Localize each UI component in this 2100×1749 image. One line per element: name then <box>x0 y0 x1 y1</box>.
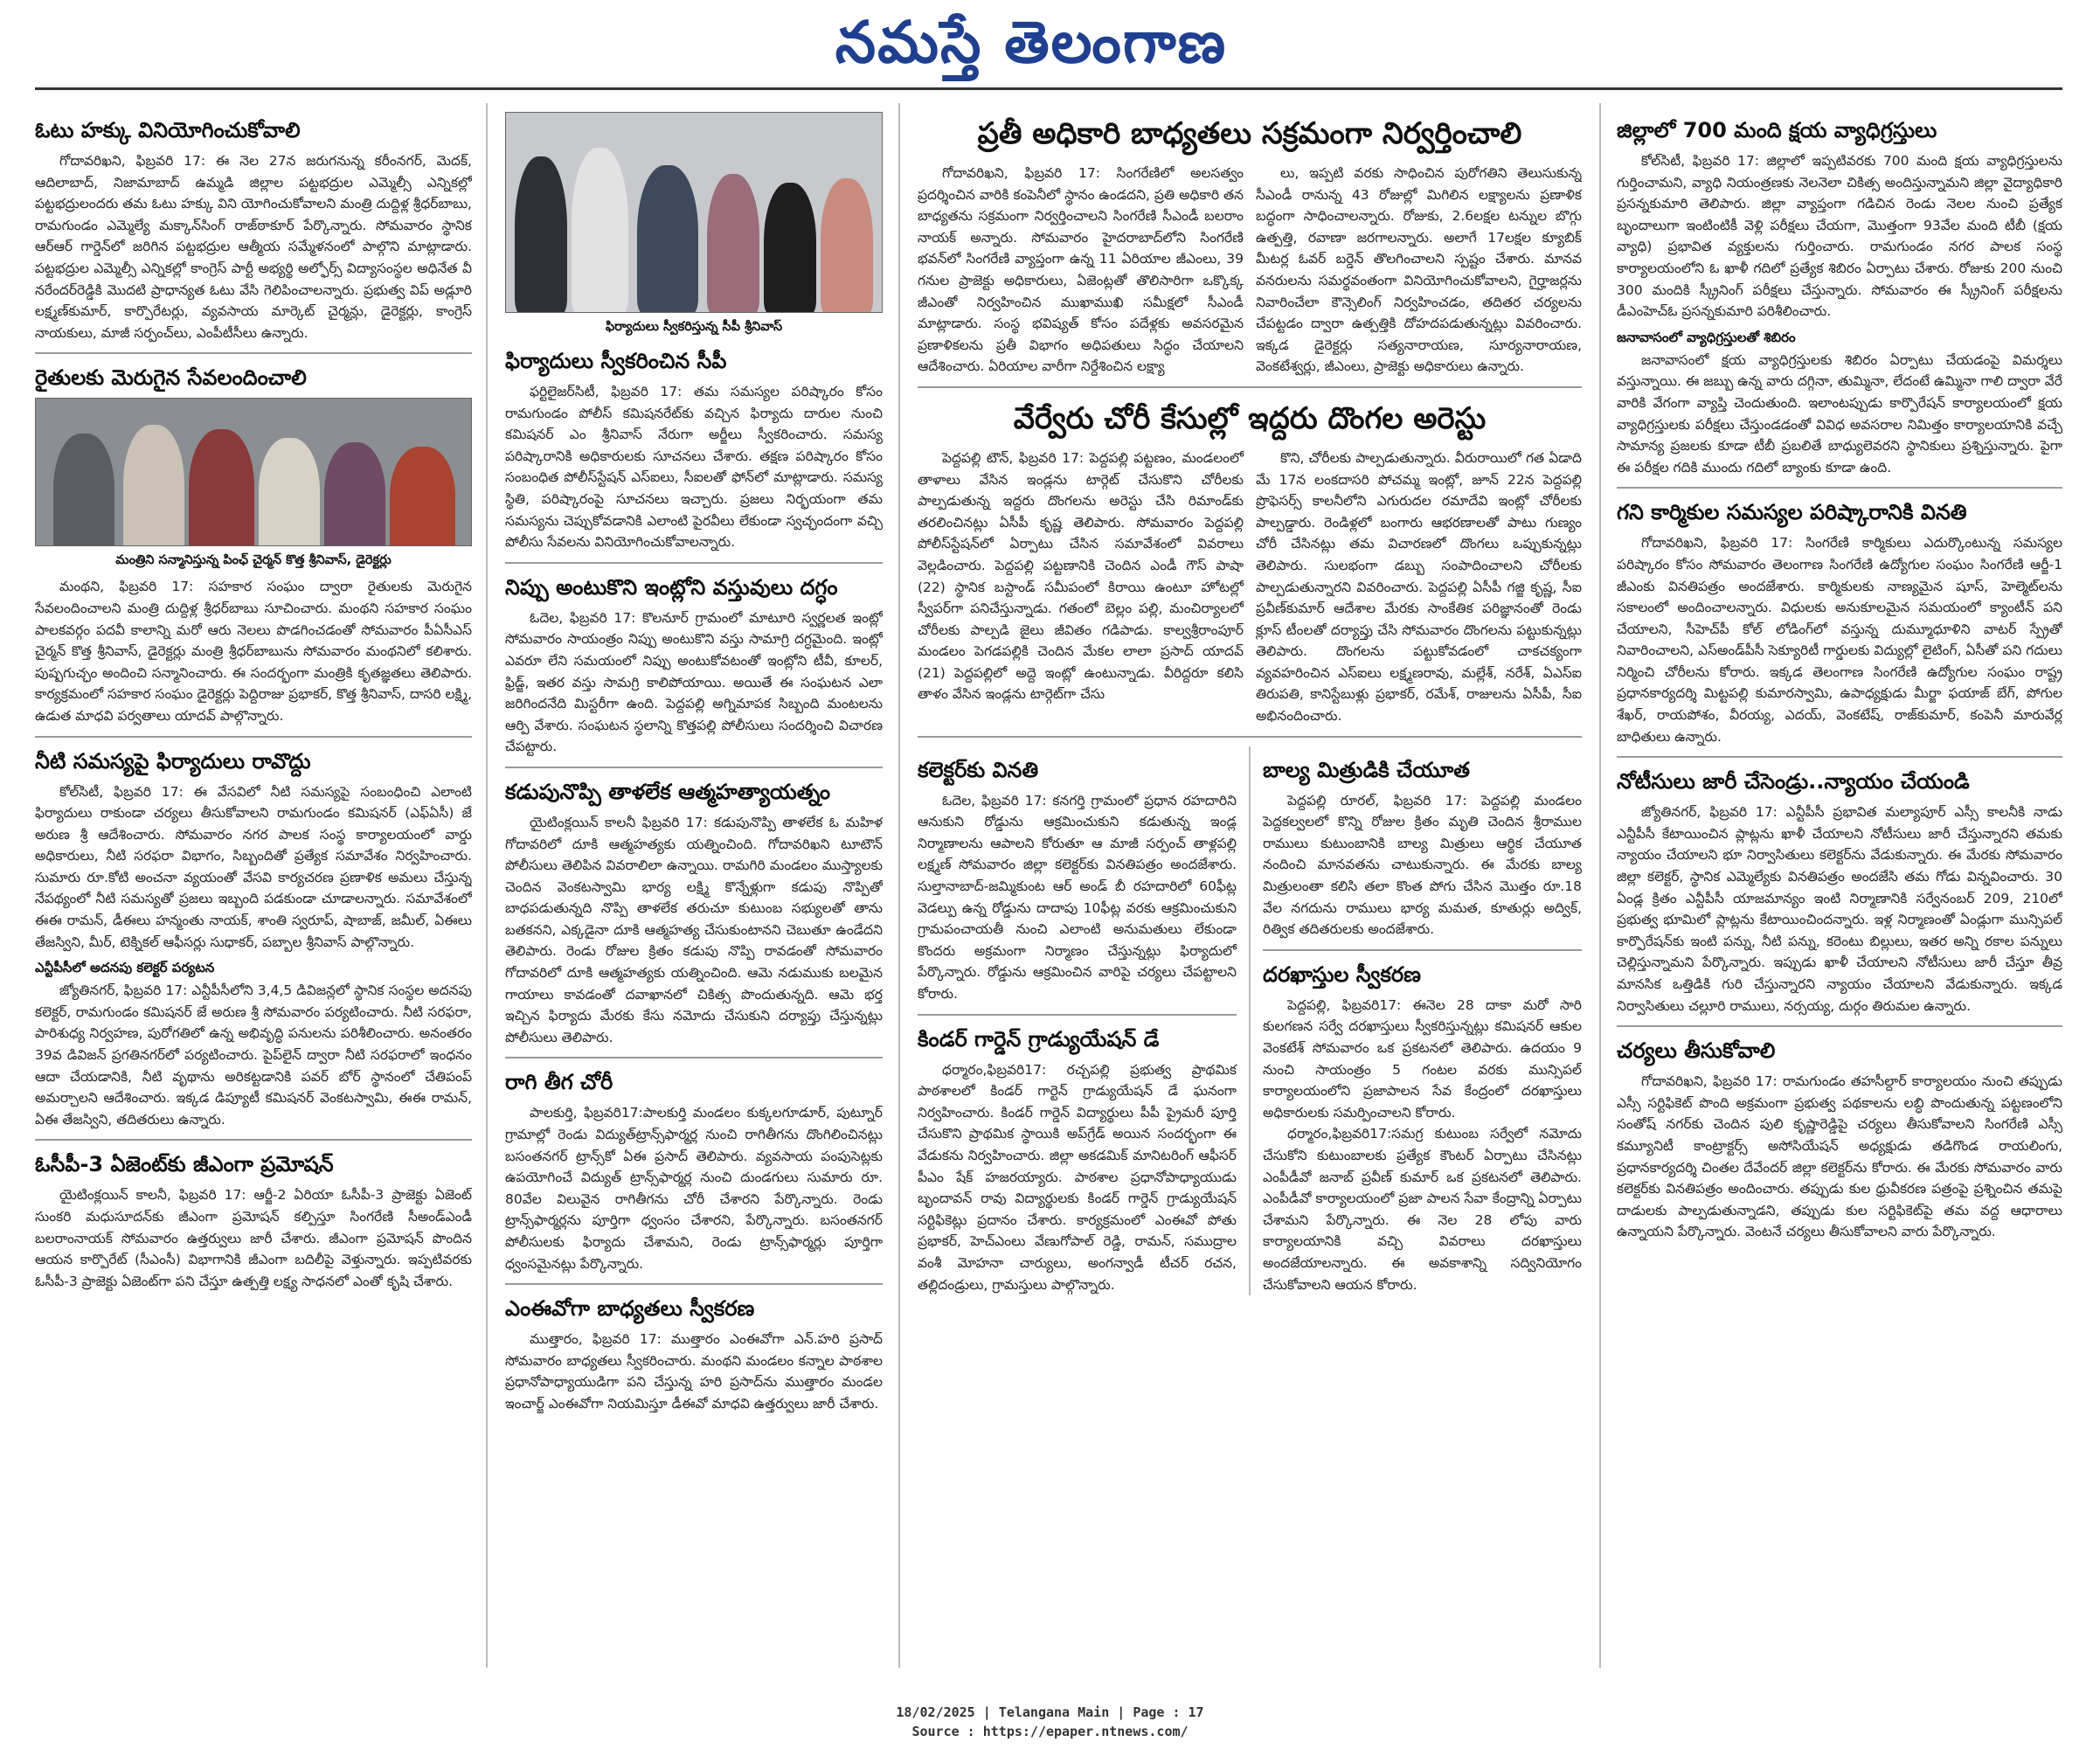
article-body: పెద్దపల్లి టౌన్, ఫిబ్రవరి 17: పెద్దపల్లి పట్టణం, మండలంలో తాళాలు వేసిన ఇండ్లను టార్గెట్ చేసుకొని చోరీలకు పాల్పడుతున్న ఇద్దరు దొంగలను అరెస్టు చేసి రిమాండ్‌కు తరలించినట్లు ఏసీపీ కృష్ణ తెలిపారు. సోమవారం పెద్దపల్లి పోలీస్‌స్టేషన్‌లో ఏర్పాటు చేసిన సమావేశంలో వివరాలు వెల్లడించారు. పెద్దపల్లి పట్టణానికి చెందిన ఎండీ గౌస్ పాషా (22) స్థానిక బస్టాండ్ సమీపంలో కిరాయి ఉంటూ హోటల్లో స్వీపర్‌గా పనిచేస్తున్నాడు. గతంలో బెల్లం పల్లి, మంచిర్యాలలో చోరీలకు పాల్పడి జైలు జీవితం గడిపాడు. కాల్వశ్రీరాంపూర్ మండలం పెగడపల్లికి చెందిన మేకల లాలా ప్రసాద్ యాదవ్ (21) పెద్దపల్లిలో అద్దె ఇంట్లో ఉంటున్నాడు. వీరిద్దరూ కలిసి తాళం వేసిన ఇండ్లను టార్గెట్‌గా చేసు <box>918 449 1244 703</box>
article-separator <box>1263 949 1582 951</box>
article-separator <box>35 736 472 738</box>
article-separator <box>918 736 1582 738</box>
masthead <box>0 0 2100 87</box>
article-subheading: ఎన్టీపీసీలో అదనపు కలెక్టర్ పర్యటన <box>35 960 215 976</box>
article-body: గోదావరిఖని, ఫిబ్రవరి 17: రామగుండం తహసీల్దార్ కార్యాలయం నుంచి తప్పుడు ఎస్సీ సర్టిఫికెట్ పొంది అక్రమంగా ప్రభుత్వ పథకాలను లబ్ధి పొందుతున్న పట్టణంలోని సంతోష్ నగర్‌కు చెందిన పులి కృష్ణారెడ్డిపై చర్యలు తీసుకోవాలని సింగరేణి ఎస్సీ కమ్యూనిటీ కాంట్రాక్టర్స్ అసోసియేషన్ అధ్యక్షుడు తడిగొండ రాయలింగు, ప్రధానకార్యదర్శి చింతల దేవేందర్ జిల్లా కలెక్టర్‌ను కోరారు. ఈ మేరకు సోమవారం వారు కలెక్టర్‌కు వినతిపత్రం అందించారు. తప్పుడు కుల ధ్రువీకరణ పత్రంపై ప్రశ్నించిన తమపై దాడులకు పాల్పడుతున్నాడని, తప్పుడు కుల సర్టిఫికెట్‌పై తమ వద్ద ఆధారాలు ఉన్నాయని పేర్కొన్నారు. వెంటనే చర్యలు తీసుకోవాలని వారు పేర్కొన్నారు. <box>1617 1073 2062 1240</box>
article-headline: నిప్పు అంటుకొని ఇంట్లోని వస్తువులు దగ్ధం <box>505 574 838 600</box>
article-body: గోదావరిఖని, ఫిబ్రవరి 17: సింగరేణిలో అలసత్వం ప్రదర్శించిన వారికి కంపెనీలో స్థానం ఉండదని, ప్రతి అధికారి తన బాధ్యతను సక్రమంగా నిర్వర్తించాలని సింగరేణి సీఎండీ బలరాం నాయక్ అన్నారు. సోమవారం హైదరాబాద్‌లోని సింగరేణి భవన్‌లో సింగరేణి వ్యాప్తంగా ఉన్న 11 ఏరియాల జీఎంలు, 39 గనుల ప్రాజెక్టు అధికారులు, ఏజెంట్లతో తొలిసారిగా ఒక్కొక్క జీఎంతో నిర్వహించిన ముఖాముఖి సమీక్షలో సీఎండీ మాట్లాడారు. సంస్థ భవిష్యత్ కోసం పదేళ్లకు అవసరమైన ప్రణాళికలను ప్రతీ విభాగం అధిపతులు సిద్ధం చేయాలని ఆదేశించారు. ఏరియాల వారీగా నిర్దేశించిన లక్ష్యా <box>918 165 1244 375</box>
article-headline: నోటీసులు జారీ చేసెండ్రు..న్యాయం చేయండి <box>1617 769 1970 795</box>
column-divider <box>1599 103 1601 1668</box>
article-separator <box>505 767 883 768</box>
news-photo <box>505 112 883 313</box>
lower-left-column <box>918 746 1237 1295</box>
article-separator <box>918 1014 1237 1016</box>
article-headline: ఎంఈవోగా బాధ్యతలు స్వీకరణ <box>505 1296 755 1322</box>
article-body: కోల్‌సిటీ, ఫిబ్రవరి 17: ఈ వేసవిలో నీటి సమస్యపై సంబంధించి ఎలాంటి ఫిర్యాదులు రాకుండా చర్యలు తీసుకోవాలని రామగుండం కమిషనర్ (ఎఫ్‌ఏసీ) జే అరుణ శ్రీ ఆదేశించారు. సోమవారం నగర పాలక సంస్థ కార్యాలయంలో వార్డు అధికారులు, నీటి సరఫరా విభాగం, సిబ్బందితో ప్రత్యేక సమావేశం నిర్వహించారు. సుమారు రూ.కోటి అంచనా వ్యయంతో వేసవి కార్యచరణ ప్రణాళిక అమలు చేస్తున్న నేపథ్యంలో నీటి సమస్యతో ప్రజలు ఇబ్బంది పడకుండా చూడాలన్నారు. సమావేశంలో ఈఈ రామన్, డీఈలు హన్మంతు నాయక్, శాంతి స్వరూప్, షాబాజ్, జమీల్, ఏఈలు తేజస్విని, మీర్, టెక్నికల్ ఆఫీసర్లు సుధాకర్, పబ్బాల శ్రీనివాస్ పాల్గొన్నారు. <box>35 783 472 950</box>
article-headline: ఓసీపీ-3 ఏజెంట్‌కు జీఎంగా ప్రమోషన్ <box>35 1152 334 1177</box>
article-headline: కిండర్ గార్డెన్ గ్రాడ్యుయేషన్ డే <box>918 1026 1160 1051</box>
article-body: మంథని, ఫిబ్రవరి 17: సహకార సంఘం ద్వారా రైతులకు మెరుగైన సేవలందించాలని మంత్రి దుద్దిళ్ల శ్రీధర్‌బాబు సూచించారు. మంథని సహకార సంఘం పాలకవర్గం పదవీ కాలాన్ని మరో ఆరు నెలలు పొడగించడంతో సోమవారం పీఏసీఎస్ చైర్మన్ కొత్త శ్రీనివాస్, డైరెక్టర్లు మంత్రి శ్రీధర్‌బాబును సోమవారం మంథనిలో కలిశారు. పుష్పగుచ్ఛం అందించి సన్మానించారు. ఈ సందర్భంగా మంత్రికి కృతజ్ఞతలు తెలిపారు. కార్యక్రమంలో సహకార సంఘం డైరెక్టర్లు పెద్దిరాజు ప్రభాకర్, కొత్త శ్రీనివాస్, దాసరి లక్ష్మి, ఉడుత మాధవి పర్వతాలు యాదవ్ పాల్గొన్నారు. <box>35 579 472 724</box>
column-divider <box>898 103 900 1668</box>
article-body: ముత్తారం, ఫిబ్రవరి 17: ముత్తారం ఎంఈవోగా ఎన్.హరి ప్రసాద్ సోమవారం బాధ్యతలు స్వీకరించారు. మంథని మండలం కన్నాల పాఠశాల ప్రధానోపాధ్యాయుడిగా పని చేస్తున్న హరి ప్రసాద్‌ను ముత్తారం మండల ఇంచార్జ్ ఎంఈవోగా నియమిస్తూ డీఈవో మాధవి ఉత్తర్వులు జారీ చేశారు. <box>505 1331 883 1412</box>
article-headline: రైతులకు మెరుగైన సేవలందించాలి <box>35 365 307 391</box>
photo-caption: మంత్రిని సన్మానిస్తున్న పింఛ్ చైర్మన్ కొత్త శ్రీనివాస్, డైరెక్టర్లు <box>115 553 392 568</box>
masthead-rule <box>35 87 2062 90</box>
article-separator <box>1617 487 2062 489</box>
article-headline: జిల్లాలో 700 మంది క్షయ వ్యాధిగ్రస్తులు <box>1617 118 1937 142</box>
lead-headline: వేర్వేరు చోరీ కేసుల్లో ఇద్దరు దొంగల అరెస్టు <box>1013 400 1487 436</box>
article-body: జనావాసంలో క్షయ వ్యాధిగ్రస్తులకు శిబిరం ఏర్పాటు చేయడంపై విమర్శలు వస్తున్నాయి. ఈ జబ్బు ఉన్న వారు దగ్గినా, తుమ్మినా, లేదంటే ఉమ్మినా గాలి ద్వారా వేరే వారికి వేగంగా వ్యాప్తి చెందుతుంది. ఇలాంటప్పుడు కార్పొరేషన్ కార్యాలయంలో క్షయ వ్యాధిగ్రస్తులకు పరీక్షలు చేస్తుండడంతో వివిధ అవసరాల నిమిత్తం కార్యాలయానికి వచ్చే సామాన్య ప్రజలకు కూడా టీబీ ప్రబలితే బాధ్యులెవరని స్థానికులు ప్రశ్నిస్తున్నారు. పైగా ఈ పరీక్షల గదికి ముందు గదిలో బ్యాంకు కూడా ఉంది. <box>1617 351 2062 475</box>
lower-articles <box>918 746 1582 1295</box>
newspaper-title: నమస్తే తెలంగాణ <box>835 8 1228 76</box>
source-link[interactable]: Source : https://epaper.ntnews.com/ <box>911 1724 1189 1739</box>
lead-headline: ప్రతీ అధికారి బాధ్యతలు సక్రమంగా నిర్వర్తించాలి <box>977 116 1522 151</box>
article-separator <box>505 562 883 564</box>
article-body: గోదావరిఖని, ఫిబ్రవరి 17: సింగరేణి కార్మికులు ఎదుర్కొంటున్న సమస్యల పరిష్కారం కోసం సోమవారం తెలంగాణ సింగరేణి ఉద్యోగుల సంఘం సింగరేణి ఆర్జీ-1 జీఎంకు వినతిపత్రం అందజేశారు. కార్మికులకు నాణ్యమైన షూస్, హెల్మెట్‌లను సకాలంలో అందించాలన్నారు. విధులకు అనుకూలమైన సమయంలో క్యాంటీన్ పని చేయాలని, సీహెచ్‌పీ కోల్ లోడింగ్‌లో వస్తున్న దుమ్మూధూళిని వాటర్ స్ప్రేతో నివారించాలని, ఎస్అండ్‌పీసీ సెక్యూరిటీ గార్డులకు విద్యుల్లో లైటింగ్, ఏసీతో పని గదులు నిర్మించి చోరీలను కోరారు. ఇక్కడ తెలంగాణ సింగరేణి ఉద్యోగుల సంఘం రాష్ట్ర ప్రధానకార్యదర్శి మిట్టపల్లి కుమారస్వామి, ఉపాధ్యక్షుడు మీర్జా ఫయాజ్ బేగ్, పోగుల శేఖర్, రాయపోశం, వీరయ్య, ఎదయ్, వెంకటేష్, రాజ్‌కుమార్, కంపెనీ మారువేర్ల బాధితులు ఉన్నారు. <box>1617 535 2062 745</box>
column-4 <box>1617 103 2062 1668</box>
article-separator <box>918 386 1582 388</box>
article-body: ధర్మారం,ఫిబ్రవరి17: రచ్చపల్లి ప్రభుత్వ ప్రాథమిక పాఠశాలలో కిండర్ గార్టెన్ గ్రాడ్యుయేషన్ డే ఘనంగా నిర్వహించారు. కిండర్ గార్డెన్ విద్యార్థులు పీపీ ప్రైమరీ పూర్తి చేసుకొని ప్రాథమిక స్థాయికి అప్‌గ్రేడ్ అయిన సందర్భంగా ఈ వేడుకను నిర్వహించారు. జిల్లా అకడమిక్ మానిటరింగ్ ఆఫీసర్ పీఎం షేక్ హజరయ్యారు. పాఠశాల ప్రధానోపాధ్యాయుడు బృందావన్ రావు విద్యార్థులకు కిండర్ గార్డెన్ గ్రాడ్యుయేషన్ సర్టిఫికెట్లు ప్రదానం చేశారు. కార్యక్రమంలో ఎంఈవో పోతు ప్రభాకర్, హెచ్ఎంలు వేణుగోపాల్ రెడ్డి, రామన్, సముద్రాల వంశీ మోహనా చార్యులు, అంగన్వాడీ టీచర్ రచన, తల్లిదండ్రులు, గ్రామస్తులు పాల్గొన్నారు. <box>918 1061 1237 1293</box>
article-separator <box>35 352 472 354</box>
lower-right-column <box>1263 746 1582 1295</box>
article-body: ఓదెల, ఫిబ్రవరి 17: కనగర్తి గ్రామంలో ప్రధాన రహదారిని ఆనుకుని రోడ్డును ఆక్రమించుకుని కడుతున్న ఇండ్ల నిర్మాణాలను ఆపాలని కోరుతూ ఆ మాజీ సర్పంచ్ తాళ్లపల్లి లక్ష్మణ్ సోమవారం జిల్లా కలెక్టర్‌కు వినతిపత్రం అందజేశారు. సుల్తానాబాద్-జమ్మికుంట ఆర్ అండ్ బీ రహదారిలో 60ఫీట్ల వెడల్పు ఉన్న రోడ్డును దాదాపు 10ఫీట్ల వరకు ఆక్రమించుకుని గ్రామపంచాయతీ నుంచి ఎలాంటి అనుమతులు లేకుండా కొందరు అక్రమంగా నిర్మాణం చేస్తున్నట్లు ఫిర్యాదులో పేర్కొన్నారు. రోడ్డును ఆక్రమించిన వారిపై చర్యలు చేపట్టాలని కోరారు. <box>918 792 1237 1002</box>
article-body: లు, ఇప్పటి వరకు సాధించిన పురోగతిని తెలుసుకున్న సీఎండీ రానున్న 43 రోజుల్లో మిగిలిన లక్ష్యాలను ప్రణాళిక బద్ధంగా సాధించాలన్నారు. రోజుకు, 2.6లక్షల టన్నుల బొగ్గు ఉత్పత్తి, రవాణా జరగాలన్నారు. అలాగే 17లక్షల క్యూబిక్ మీటర్ల ఓవర్ బర్డెన్ తొలగించాలని స్పష్టం చేశారు. మానవ వనరులను సమర్థవంతంగా వినియోగించుకోవాలని, గైర్హాజర్లను నివారించేలా కౌన్సెలింగ్ నిర్వహించడం, తదితర చర్యలను చేపట్టడం ద్వారా ఉత్పత్తికి దోహదపడుతున్నట్లు వివరించారు. ఇక్కడ డైరెక్టర్లు సత్యనారాయణ, సూర్యనారాయణ, వెంకటేశ్వర్లు, జీఎంలు, ప్రాజెక్టు అధికారులు ఉన్నారు. <box>1256 165 1582 375</box>
lead-article <box>918 448 1582 727</box>
article-headline: బాల్య మిత్రుడికి చేయూత <box>1263 757 1470 782</box>
edition-info: 18/02/2025 | Telangana Main | Page : 17 <box>896 1704 1204 1720</box>
article-headline: నీటి సమస్యపై ఫిర్యాదులు రావొద్దు <box>35 748 311 774</box>
column-divider <box>1249 746 1251 1295</box>
article-separator <box>1617 756 2062 758</box>
article-body: ఫర్టిలైజర్‌సిటీ, ఫిబ్రవరి 17: తమ సమస్యల పరిష్కారం కోసం రామగుండం పోలీస్ కమిషనరేట్‌కు వచ్చిన ఫిర్యాదు దారుల నుంచి కమిషనర్ ఎం శ్రీనివాస్ నేరుగా అర్జీలు స్వీకరించారు. సమస్య పరిష్కారానికి అధికారులకు సూచనలు చేశారు. తక్షణ పరిష్కారం కోసం సంబంధిత పోలీస్‌స్టేషన్ ఎస్‌ఐలు, సీఐలతో ఫోన్‌లో మాట్లాడారు. సమస్య స్థితి, పరిష్కారంపై సూచనలు ఇచ్చారు. ప్రజలు నిర్భయంగా తమ సమస్యను చెప్పుకోవడానికి ఎలాంటి పైరవీలు లేకుండా స్వచ్ఛందంగా వచ్చి పోలీసు సేవలను వినియోగించుకోవాలన్నారు. <box>505 384 883 551</box>
column-2 <box>505 103 883 1668</box>
article-headline: దరఖాస్తుల స్వీకరణ <box>1263 961 1421 987</box>
article-headline: ఫిర్యాదులు స్వీకరించిన సీపీ <box>505 349 727 373</box>
article-subheading: జనావాసంలో వ్యాధిగ్రస్తులతో శిబిరం <box>1617 329 1796 345</box>
article-separator <box>35 1139 472 1141</box>
page-footer <box>0 1703 2100 1741</box>
article-headline: చర్యలు తీసుకోవాలి <box>1617 1038 1776 1064</box>
article-headline: రాగి తీగ చోరీ <box>505 1070 613 1095</box>
article-separator <box>505 1057 883 1058</box>
article-body: యైటింక్లయిన్ కాలనీ ఫిబ్రవరి 17: కడుపునొప్పి తాళలేక ఓ మహిళ గోదావరిలో దూకి ఆత్మహత్యకు యత్నించింది. గోదావరిఖని టూటౌన్ పోలీసులు తెలిపిన వివరాలిలా ఉన్నాయి. రామగిరి మండలం ముస్త్యాలకు చెందిన వెంకటస్వామి భార్య లక్ష్మి కొన్నేళ్లుగా కడుపు నొప్పితో బాధపడుతున్నది నొప్పి తాళలేక తరుచూ కుటుంబ సభ్యులతో తాను బతకనని, ఎక్కడైనా దూకి ఆత్మహత్య చేసుకుంటానని చెబుతూ ఉండేదని తెలిపారు. రెండు రోజుల క్రితం కడుపు నొప్పి రావడంతో సోమవారం గోదావరిలో దూకి ఆత్మహత్యకు యత్నించింది. ఆమె నడుముకు బలమైన గాయాలు కావడంతో దవాఖానలో చికిత్స పొందుతున్నది. ఆమె భర్త ఇచ్చిన ఫిర్యాదు మేరకు కేసు నమోదు చేసుకుని దర్యాప్తు చేస్తున్నట్లు పోలీసులు తెలిపారు. <box>505 814 883 1045</box>
article-headline: గని కార్మికుల సమస్యల పరిష్కారానికి వినతి <box>1617 500 1967 525</box>
article-headline: కలెక్టర్‌కు వినతి <box>918 757 1039 782</box>
article-body: పెద్దపల్లి, ఫిబ్రవరి17: ఈనెల 28 దాకా మరో సారి కులగణన సర్వే దరఖాస్తులు స్వీకరిస్తున్నట్లు కమిషనర్ ఆకుల వెంకటేశ్ సోమవారం ఒక ప్రకటనలో తెలిపారు. ఉదయం 9 నుంచి సాయంత్రం 5 గంటల వరకు మున్సిపల్ కార్యాలయంలోని ప్రజాపాలన సేవ కేంద్రంలో దరఖాస్తులు అధికారులకు సమర్పించాలని కోరారు. <box>1263 996 1582 1121</box>
article-separator <box>1617 1025 2062 1027</box>
article-body: యైటింక్లయిన్ కాలనీ, ఫిబ్రవరి 17: ఆర్జీ-2 ఏరియా ఓసీపీ-3 ప్రాజెక్టు ఏజెంట్ సుంకరి మధుసూదన్‌కు జీఎంగా ప్రమోషన్ కల్పిస్తూ సింగరేణి సీఅండ్‌ఎండీ బలరాంనాయక్ సోమవారం ఉత్తర్వులు జారీ చేశారు. జీఎంగా ప్రమోషన్ పొందిన ఆయన కార్పొరేట్ (సీఎంసీ) విభాగానికి జీఎంగా బదిలీపై వెళ్తున్నారు. ఇప్పటివరకు ఓసీపీ-3 ప్రాజెక్టు ఏజెంట్‌గా పని చేస్తూ ఉత్పత్తి లక్ష్య సాధనలో ఎంతో కృషి చేశారు. <box>35 1187 472 1289</box>
article-body: గోదావరిఖని, ఫిబ్రవరి 17: ఈ నెల 27న జరుగనున్న కరీంనగర్, మెదక్, ఆదిలాబాద్, నిజామాబాద్ ఉమ్మడి జిల్లాల పట్టభద్రుల ఎమ్మెల్సీ ఎన్నికల్లో పట్టభద్రులందరు తమ ఓటు హక్కు విని యోగించుకోవాలని మంత్రి దుద్దిళ్ల శ్రీధర్‌బాబు, రామగుండం ఎమ్మెల్యే మక్కాన్‌సింగ్ రాజ్‌ఠాకూర్ పేర్కొన్నారు. సోమవారం స్థానిక ఆర్‌ఆర్ గార్డెన్‌లో జరిగిన పట్టభద్రుల ఆత్మీయ సమ్మేళనంలో పాల్గొని మాట్లాడారు. పట్టభద్రుల ఎమ్మెల్సీ ఎన్నికల్లో కాంగ్రెస్ పార్టీ అభ్యర్థి అల్ఫోర్స్ విద్యాసంస్థల అధినేత వీ నరేందర్‌రెడ్డికి మొదటి ప్రాధాన్యత ఓటు వేసి గెలిపించాలన్నారు. ప్రభుత్వ విప్ అడ్లూరి లక్ష్మణ్‌కుమార్, కార్పొరేటర్లు, వ్యవసాయ మార్కెట్ చైర్మన్లు, డైరెక్టర్లు, కాంగ్రెస్ నాయకులు, మాజీ సర్పంచ్‌లు, ఎంపీటీసీలు ఉన్నారు. <box>35 153 472 341</box>
article-body: జ్యోతినగర్, ఫిబ్రవరి 17: ఎన్టీపీసీలోని 3,4,5 డివిజన్లలో స్థానిక సంస్థల అదనపు కలెక్టర్, రామగుండం కమిషనర్ జే అరుణ శ్రీ సోమవారం పర్యటించారు. నీటి సరఫరా, పారిశుధ్య నిర్వహణ, పురోగతిలో ఉన్న అభివృద్ధి పనులను పరిశీలించారు. అనంతరం 39వ డివిజన్ ప్రగతినగర్‌లో పర్యటించారు. పైప్‌లైన్ ద్వారా నీటి సరఫరాలో ఇంధనం ఆదా చేయడానికి, నీటి వృథాను అరికట్టడానికి పవర్ బోర్ స్థానంలో చేతిపంప్ అమర్చాలని ఆదేశించారు. ఇక్కడ డిప్యూటీ కమిషనర్ వెంకటస్వామి, ఈఈ రామన్, ఏఈ తేజస్విని, తదితరులు ఉన్నారు. <box>35 982 472 1128</box>
article-body: పెద్దపల్లి రూరల్, ఫిబ్రవరి 17: పెద్దపల్లి మండలం పెద్దకల్వలలో కొన్ని రోజుల క్రితం మృతి చెందిన శ్రీరాముల రాములు కుటుంబానికి బాల్య మిత్రులు ఆర్థిక చేయూత నందించి మానవతను చాటుకున్నారు. ఈ మేరకు బాల్య మిత్రులంతా కలిసి తలా కొంత పోగు చేసిన మొత్తం రూ.18 వేల నగదును రాములు భార్య మమత, కూతుర్లు అద్విక్, రిత్విక తదితరులకు అందజేశారు. <box>1263 792 1582 938</box>
article-headline: ఓటు హక్కు వినియోగించుకోవాలి <box>35 118 301 142</box>
article-body: ధర్మారం,ఫిబ్రవరి17:సమగ్ర కుటుంబ సర్వేలో నమోదు చేసుకోని కుటుంబాలకు ప్రత్యేక కౌంటర్ ఏర్పాటు చేసినట్లు ఎంపీడీవో జనాబ్ ప్రవీణ్ కుమార్ ఒక ప్రకటనలో తెలిపారు. ఎంపీడీవో కార్యాలయంలో ప్రజా పాలన సేవా కేంద్రాన్ని ఏర్పాటు చేశామని పేర్కొన్నారు. ఈ నెల 28 లోపు వారు కార్యాలయానికి వచ్చి వివరాలు దరఖాస్తులు అందజేయాలన్నారు. ఈ అవకాశాన్ని సద్వినియోగం చేసుకోవాలని ఆయన కోరారు. <box>1263 1126 1582 1293</box>
lead-article <box>918 163 1582 378</box>
news-photo <box>35 398 472 546</box>
article-body: జ్యోతినగర్, ఫిబ్రవరి 17: ఎన్టీపీసీ ప్రభావిత మల్యాపూర్ ఎస్సీ కాలనీకి నాడు ఎన్టీపీసీ కేటాయించిన ప్లాట్లను ఖాళీ చేయాలని నోటీసులు జారీ చేస్తున్నారని తమకు న్యాయం చేయాలని భూ నిర్వాసితులు కలెక్టర్‌ను వేడుకున్నారు. ఈ మేరకు సోమవారం జిల్లా కలెక్టర్, స్థానిక ఎమ్మెల్యేకు వినతిపత్రం అందజేసి తమ గోడు విన్నవించారు. 30 ఏండ్ల క్రితం ఎన్టీపీసీ యాజమాన్యం ఇంటి నిర్మాణానికి సర్వేనంబర్ 209, 210లో ప్రభుత్వ భూమిలో ప్లాట్లను కేటాయించిందన్నారు. ఇళ్ల నిర్మాణంతో ఏండ్లుగా మున్సిపల్ కార్పొరేషన్‌కు ఇంటి పన్ను, నీటి పన్ను, కరెంటు బిల్లులు, ఇతర అన్ని రకాల పన్నులు చెల్లిస్తున్నామని పేర్కొన్నారు. ఇప్పుడు ఖాళీ చేయాలని నోటీసులు జారీ చేస్తూ తీవ్ర మానసిక ఒత్తిడికి గురి చేస్తున్నారని న్యాయం చేయాలని వేడుకున్నారు. ఇక్కడ నిర్వాసితులు చల్లూరి రాములు, నర్సయ్య, దుర్గం తిరుమల ఉన్నారు. <box>1617 804 2062 1014</box>
column-3 <box>918 103 1582 1668</box>
column-1 <box>35 103 472 1668</box>
article-headline: కడుపునొప్పి తాళలేక ఆత్మహత్యాయత్నం <box>505 779 831 804</box>
photo-caption: ఫిర్యాదులు స్వీకరిస్తున్న సీపీ శ్రీనివాస్ <box>605 320 783 334</box>
article-separator <box>505 1283 883 1285</box>
article-body: ఓదెల, ఫిబ్రవరి 17: కొలనూర్ గ్రామంలో మాటూరి స్వర్ణలత ఇంట్లో సోమవారం సాయంత్రం నిప్పు అంటుకొని వస్తు సామాగ్రి దగ్ధమైంది. ఇంట్లో ఎవరూ లేని సమయంలో నిప్పు అంటుకోవటంతో ఇంట్లోని టీవీ, కూలర్, ఫ్రిడ్జ్, ఇతర వస్తు సామగ్రి కాలిపోయాయి. అయితే ఈ సంఘటన ఎలా జరిగిందనేది మిస్టరీగా ఉంది. పెద్దపల్లి అగ్నిమాపక సిబ్బంది మంటలను ఆర్పి వేశారు. సంఘటన స్థలాన్ని కొత్తపల్లి పోలీసులు సందర్శించి విచారణ చేపట్టారు. <box>505 609 883 755</box>
column-divider <box>486 103 488 1668</box>
article-body: కొని, చోరీలకు పాల్పడుతున్నారు. వీరురాయిలో గత ఏడాది మే 17న లంకదాసరి పోచమ్మ ఇంట్లో, జూన్ 22న పెద్దపల్లి ప్రొఫెసర్స్ కాలనీలోని ఎగురుదల రమాదేవి ఇంట్లో చోరీలకు పాల్పడ్డారు. రెండిళ్లలో బంగారు ఆభరణాలతో పాటు గుణ్యం చోరీ చేసినట్లు తమ విచారణలో దొంగలు ఒప్పుకున్నట్లు తెలిపారు. సులభంగా డబ్బు సంపాదించాలని చోరీలకు పాల్పడుతున్నారని వివరించారు. పెద్దపల్లి ఏసీపీ గజ్జి కృష్ణ, సీఐ ప్రవీణ్‌కుమార్ ఆదేశాల మేరకు సాంకేతిక పరిజ్ఞానంతో రెండు క్లూస్ టీంలతో దర్యాప్తు చేసి సోమవారం దొంగలను పట్టుకున్నట్లు తెలిపారు. దొంగలను పట్టుకోవడంలో చాకచక్యంగా వ్యవహరించిన ఎస్ఐలు లక్ష్మణరావు, మల్లేశ్, నరేశ్, ఏఎస్ఐ తిరుపతి, కానిస్టేబుళ్లు ప్రభాకర్, రమేశ్, రాజులను ఏసీపీ, సీఐ అభినందించారు. <box>1256 449 1582 725</box>
article-body: పాలకుర్తి, ఫిబ్రవరి17:పాలకుర్తి మండలం కుక్కలగూడూర్, పుట్నూర్ గ్రామాల్లో రెండు విద్యుత్‌ట్రాన్స్‌ఫార్మర్ల నుంచి రాగితీగను దొంగిలించినట్లు బసంతనగర్ ట్రాన్స్‌కో ఏఈ ప్రసాద్ తెలిపారు. వ్యవసాయ పంపుసెట్లకు ఉపయోగించే విద్యుత్ ట్రాన్స్‌ఫార్మర్ల నుంచి దుండగులు సుమారు రూ. 80వేల విలువైన రాగితీగను చోరీ చేశారని పేర్కొన్నారు. రెండు ట్రాన్స్‌ఫార్మర్లను పూర్తిగా ధ్వంసం చేశారని, పేర్కొన్నారు. బసంతనగర్ పోలీసులకు ఫిర్యాదు చేశామని, రెండు ట్రాన్స్‌ఫార్మర్లు పూర్తిగా ధ్వంసమైనట్లు పేర్కొన్నారు. <box>505 1105 883 1272</box>
article-body: కోల్‌సిటీ, ఫిబ్రవరి 17: జిల్లాలో ఇప్పటివరకు 700 మంది క్షయ వ్యాధిగ్రస్తులను గుర్తించామని, వ్యాధి నియంత్రణకు నెలనెలా చికిత్స అందిస్తున్నామని జిల్లా వైద్యాధికారి ప్రసన్నకుమారి తెలిపారు. జిల్లా వ్యాప్తంగా గడిచిన రెండు నెలల నుంచి ప్రత్యేక బృందాలుగా ఇంటింటికీ వెళ్లి పరీక్షలు చేయగా, మొత్తంగా 93వేల మంది టీబీ (క్షయ వ్యాధి) ప్రభావిత వ్యక్తులను గుర్తించారు. రామగుండం నగర పాలక సంస్థ కార్యాలయంలోని ఓ ఖాళీ గదిలో ప్రత్యేక శిబిరం ఏర్పాటు చేశారు. రోజుకు 200 నుంచి 300 మందికి స్క్రీనింగ్ పరీక్షలు చేస్తున్నారు. సోమవారం ఈ స్క్రీనింగ్ పరీక్షలను డీఎంహెచ్ఓ ప్రసన్నకుమారి పరిశీలించారు. <box>1617 153 2062 320</box>
